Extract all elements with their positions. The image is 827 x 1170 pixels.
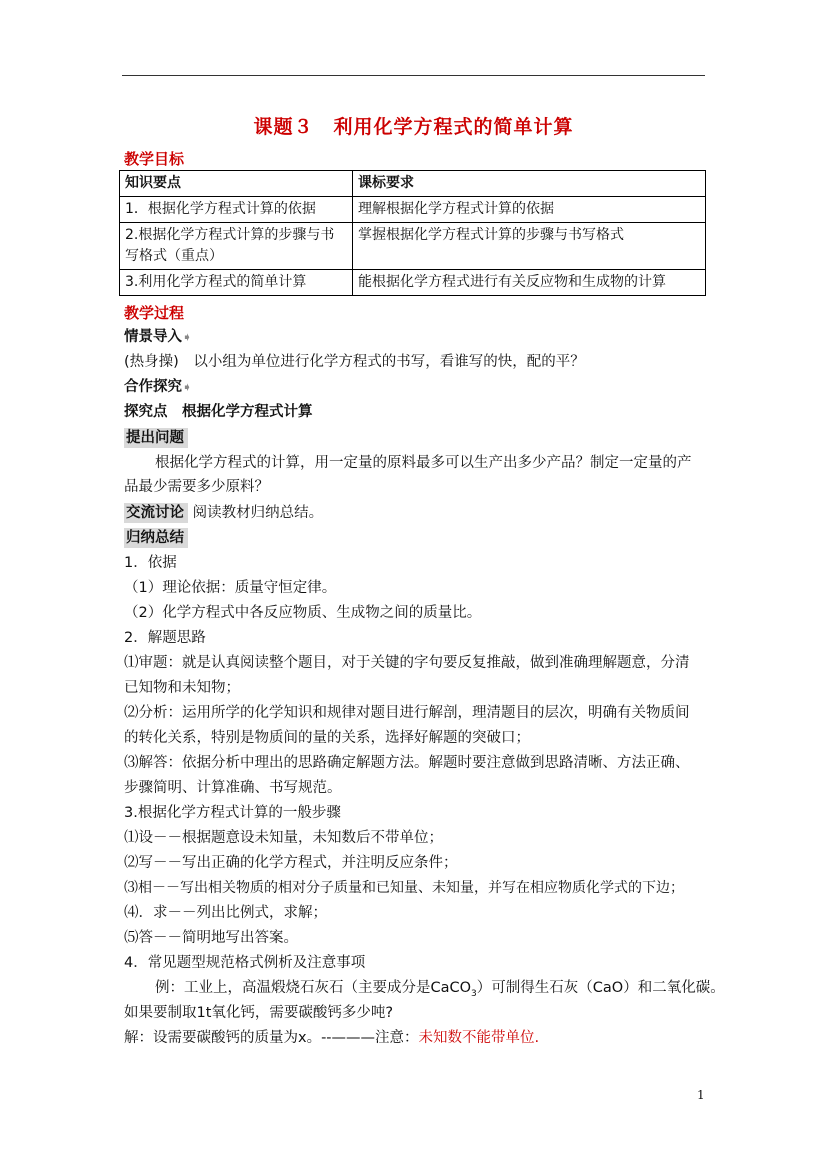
example-text-b: ）可制得生石灰（CaO）和二氧化碳。 [476,980,725,996]
basis-heading: 1．依据 [124,555,177,571]
table-row [120,197,706,223]
summary-tag: 归纳总结 [124,528,188,548]
basis-item-1: （1）理论依据：质量守恒定律。 [124,580,337,596]
question-text: 根据化学方程式的计算，用一定量的原料最多可以生产出多少产品？制定一定量的产 [155,455,692,471]
approach-item-3-cont: 步骤简明、计算准确、书写规范。 [124,780,342,796]
question-text-cont: 品最少需要多少原料？ [124,479,269,495]
table-cell: 3.利用化学方程式的简单计算 [120,270,353,296]
coop-heading [124,377,192,397]
table-cell: 能根据化学方程式进行有关反应物和生成物的计算 [353,270,706,296]
question-tag: 提出问题 [124,428,188,448]
steps-heading: 3.根据化学方程式计算的一般步骤 [124,805,341,821]
step-item-3: ⑶相－－写出相关物质的相对分子质量和已知量、未知量，并写在相应物质化学式的下边； [124,880,684,896]
table-header-cell: 课标要求 [353,171,706,197]
example-text-cont: 如果要制取1t氧化钙，需要碳酸钙多少吨? [124,1005,394,1021]
intro-text: (热身操) 以小组为单位进行化学方程式的书写，看谁写的快，配的平？ [124,354,585,370]
coop-label: 合作探究 [124,379,182,395]
example-text-a: 例：工业上，高温煅烧石灰石（主要成分是CaCO [155,980,472,996]
table-cell: 1．根据化学方程式计算的依据 [120,197,353,223]
step-item-1: ⑴设－－根据题意设未知量，未知数后不带单位； [124,830,443,846]
intro-label: 情景导入 [124,329,182,345]
table-cell: 2.根据化学方程式计算的步骤与书写格式（重点） [120,223,353,270]
section-process-heading: 教学过程 [124,304,185,322]
example-subscript: 3 [471,988,477,999]
explore-point: 探究点 根据化学方程式计算 [124,404,313,420]
step-item-5: ⑸答－－简明地写出答案。 [124,930,298,946]
table-header-row [120,171,706,197]
table-row [120,223,706,270]
approach-item-2: ⑵分析：运用所学的化学知识和规律对题目进行解剖，理清题目的层次，明确有关物质间 [124,705,690,721]
discuss-line [124,503,323,523]
approach-item-3: ⑶解答：依据分析中理出的思路确定解题方法。解题时要注意做到思路清晰、方法正确、 [124,755,690,771]
approach-item-1-cont: 已知物和未知物； [124,680,240,696]
example-text [155,978,725,1004]
table-cell: 掌握根据化学方程式计算的步骤与书写格式 [353,223,706,270]
question-tag-line [124,428,188,448]
solution-note: 未知数不能带单位. [418,1030,540,1046]
solution-text: 解：设需要碳酸钙的质量为x。--———注意： [124,1030,419,1046]
summary-tag-line [124,528,188,548]
header-rule [122,75,705,76]
arrow-right-icon: ➧ [182,330,193,344]
step-item-2: ⑵写－－写出正确的化学方程式，并注明反应条件； [124,855,458,871]
approach-item-1: ⑴审题：就是认真阅读整个题目，对于关键的字句要反复推敲，做到准确理解题意，分清 [124,655,690,671]
format-heading: 4．常见题型规范格式例析及注意事项 [124,955,366,971]
basis-item-2: （2）化学方程式中各反应物质、生成物之间的质量比。 [124,605,482,621]
discuss-text: 阅读教材归纳总结。 [192,505,324,521]
page-number: 1 [697,1088,705,1102]
goals-table [119,170,706,296]
discuss-tag: 交流讨论 [124,503,188,523]
approach-heading: 2．解题思路 [124,630,206,646]
table-header-cell: 知识要点 [120,171,353,197]
solution-line [124,1028,539,1048]
step-item-4: ⑷．求－－列出比例式，求解； [124,905,327,921]
table-cell: 理解根据化学方程式计算的依据 [353,197,706,223]
table-row [120,270,706,296]
arrow-right-icon: ➧ [182,380,193,394]
section-goals-heading: 教学目标 [124,150,185,168]
page-title: 课题３ 利用化学方程式的简单计算 [253,116,574,138]
intro-heading [124,327,192,347]
approach-item-2-cont: 的转化关系，特别是物质间的量的关系，选择好解题的突破口； [124,730,530,746]
